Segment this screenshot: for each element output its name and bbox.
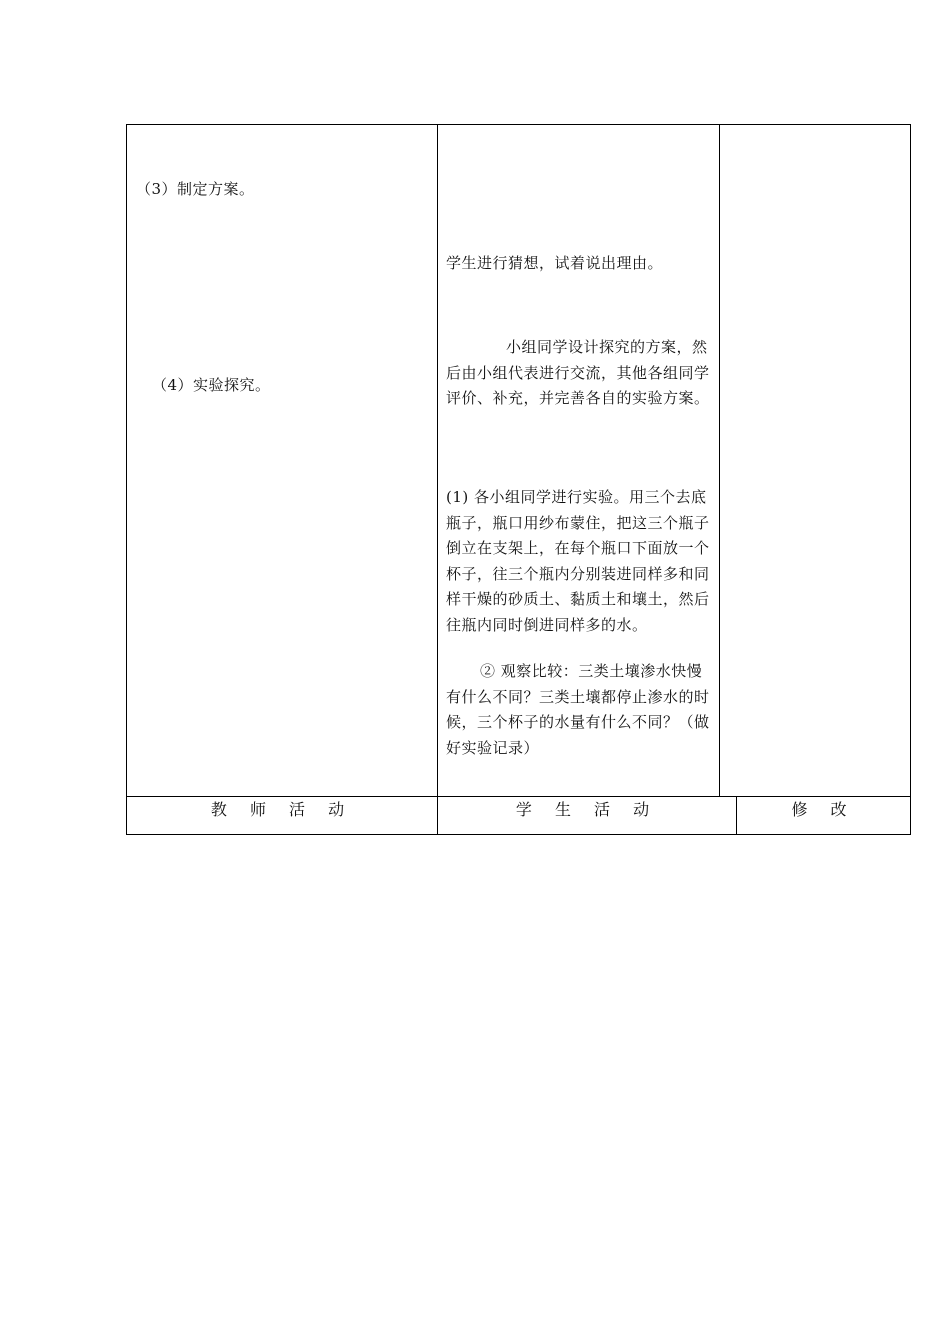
student-design: 小组同学设计探究的方案，然后由小组代表进行交流，其他各组同学评价、补充，并完善各自的实验方案。 — [446, 338, 710, 407]
lesson-plan-table — [126, 124, 911, 835]
student-experiment: (1) 各小组同学进行实验。用三个去底瓶子，瓶口用纱布蒙住，把这三个瓶子倒立在支架上，在每个瓶口下面放一个杯子，往三个瓶内分别装进同样多和同样干燥的砂质土、黏质土和壤土，然后往瓶内同时倒进同样多的水。 — [446, 488, 710, 634]
student-observe: ② 观察比较：三类土壤渗水快慢有什么不同？三类土壤都停止渗水的时候，三个杯子的水量有什么不同？（做好实验记录） — [446, 662, 710, 757]
student-guess: 学生进行猜想，试着说出理由。 — [446, 254, 664, 272]
table-bottom-border — [126, 834, 911, 835]
teacher-step-4: （4）实验探究。 — [152, 376, 271, 394]
table-left-border — [126, 124, 127, 835]
table-right-border — [910, 124, 911, 835]
column-divider-2-upper — [719, 124, 720, 797]
revision-header: 修 改 — [791, 800, 856, 819]
column-divider-1 — [437, 124, 438, 835]
student-activity-header: 学 生 活 动 — [515, 800, 659, 819]
teacher-step-3: （3）制定方案。 — [136, 180, 255, 198]
table-top-border — [126, 124, 911, 125]
teacher-activity-header: 教 师 活 动 — [210, 800, 354, 819]
footer-top-border — [126, 796, 911, 797]
